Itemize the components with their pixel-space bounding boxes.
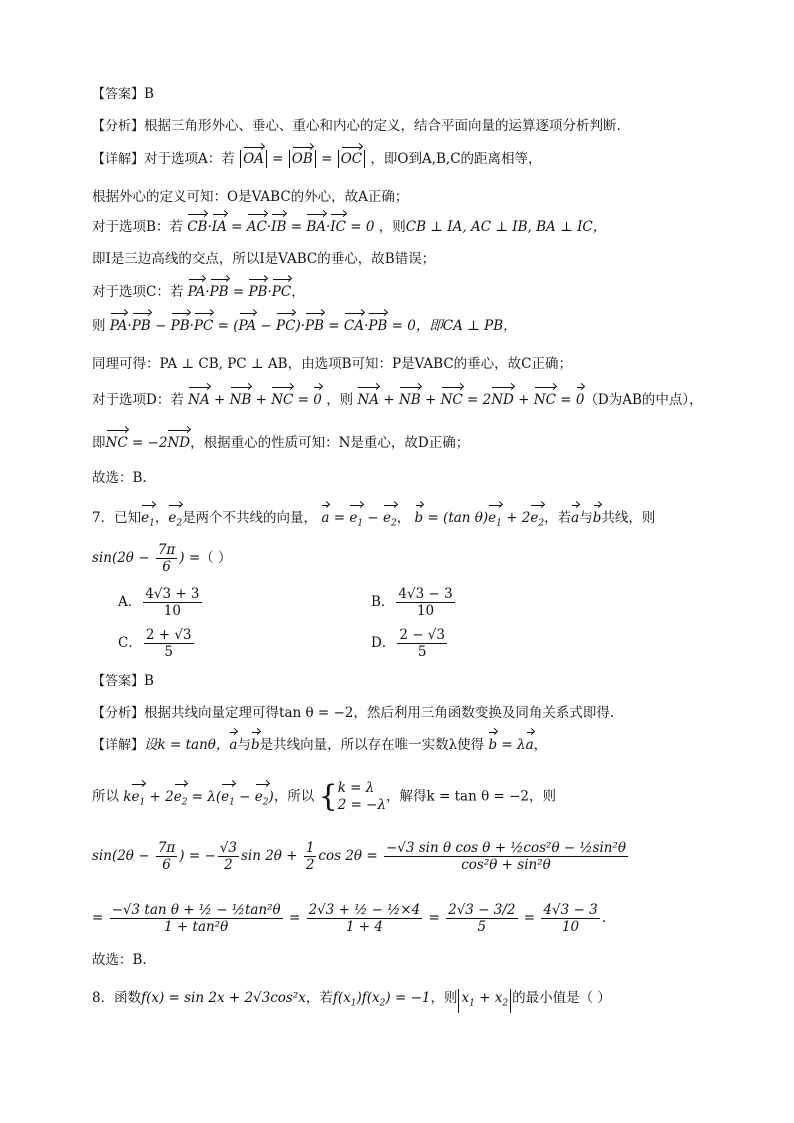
- q6-detail-line-9: 即NC = −2ND，根据重心的性质可知：N是重心，故D正确；: [92, 435, 470, 451]
- collinear-relation: b = λa: [488, 737, 534, 753]
- q7-pick: 故选：B.: [92, 952, 147, 968]
- equal-magnitudes-formula: OA = OB = OC: [239, 151, 366, 167]
- q7-answer-line: 【答案】B: [92, 673, 154, 689]
- q7-option-d[interactable]: D． $\frac{2 - √3}{5}$: [371, 627, 446, 660]
- product-condition: $f(x_1)f(x_2) = -1$: [332, 990, 431, 1009]
- q6-detail-line-3: 对于选项B：若 CB·IA = AC·IB = BA·IC = 0 ，则CB ⊥ IA, AC ⊥ IB, BA ⊥ IC，: [92, 219, 607, 235]
- q6-detail-line-7: 同理可得：PA ⊥ CB, PC ⊥ AB，由选项B可知：P是VABC的垂心，故C正确；: [92, 356, 572, 372]
- q6-detail-line-4: 即I是三边高线的交点，所以I是VABC的垂心，故B错误；: [92, 251, 436, 267]
- q7-detail-line-2: 所以 $ke_1 + 2e_2 = \lambda(e_1 - e_2)$，所以 { k = λ 2 = −λ ，解得k = tan θ = −2，则: [92, 779, 557, 814]
- expansion-step-2: = $\frac{\text{−√3 tan θ + ½ − ½tan²θ}}{\text{1 + tan²θ}}$ = $\frac{\text{2√3 + ½ − ½×4}}{1 + 4}$ = $\frac{2√3 - 3/2}{5}$ = $\frac{4√3 - 3}{10}$ .: [92, 902, 606, 935]
- q6-analysis-line: [92, 116, 621, 137]
- function-def: f(x) = sin 2x + 2√3cos²x: [141, 990, 306, 1006]
- q7-option-a[interactable]: A． $\frac{4√3 + 3}{10}$: [118, 586, 200, 619]
- option-c-condition: PA·PB = PB·PC: [187, 284, 292, 300]
- q6-analysis: 根据三角形外心、垂心、重心和内心的定义，结合平面向量的运算逐项分析判断.: [144, 118, 621, 134]
- q6-detail-line-2: 根据外心的定义可知：O是VABC的外心，故A正确；: [92, 189, 409, 205]
- q7-stem-line-1: 7．已知$e_1$，$e_2$是两个不共线的向量， $a = e_1 - e_2$， b = (tan $\theta)e_1 + 2e_2$，若a与b共线，则: [92, 508, 655, 534]
- q6-detail-line-8: 对于选项D：若 NA + NB + NC = 0 ，则 NA + NB + NC = 2ND + NC = 0（D为AB的中点），: [92, 392, 703, 408]
- q6-answer-line: [92, 84, 154, 105]
- analysis-label: 【分析】: [92, 119, 145, 134]
- option-c-derivation: PA·PB − PB·PC = (PA − PC)·PB = CA·PB = 0: [109, 318, 416, 334]
- q6-answer: B: [144, 86, 154, 102]
- q7-answer: B: [144, 673, 154, 689]
- answer-label: 【答案】: [92, 87, 145, 102]
- dot-products-formula: CB·IA = AC·IB = BA·IC = 0: [187, 219, 375, 235]
- q7-option-c[interactable]: C． $\frac{2 + √3}{5}$: [118, 627, 192, 660]
- abs-sum: $x_1 + x_2$: [458, 989, 511, 1013]
- q6-detail-line-5: 对于选项C：若 PA·PB = PB·PC，: [92, 284, 305, 300]
- q7-detail-line-1: 【详解】设k = tanθ，a与b是共线向量，所以存在唯一实数λ使得 b = λa，: [92, 737, 548, 753]
- option-d-derivation: NA + NB + NC = 2ND + NC = 0: [357, 392, 585, 408]
- q6-detail-line-1: 【详解】对于选项A：若 OA = OB = OC ，即O到A,B,C的距离相等，: [92, 151, 542, 167]
- vector-a-def: $a = e_1 - e_2$: [321, 510, 396, 526]
- q6-detail-line-6: 则 PA·PB − PB·PC = (PA − PC)·PB = CA·PB = 0，即CA ⊥ PB，: [92, 318, 517, 334]
- vector-b-def: b = (tan $\theta)e_1 + 2e_2$: [415, 510, 545, 526]
- q7-detail-line-4: [92, 902, 606, 935]
- equation-system: k = λ 2 = −λ: [337, 780, 387, 813]
- q7-stem-line-2: sin(2θ − $\frac{7\pi}{6}$ ) =（ ）: [92, 542, 232, 575]
- q6-pick: 故选：B.: [92, 470, 147, 486]
- option-d-condition: NA + NB + NC = 0: [188, 392, 322, 408]
- q7-analysis: 根据共线向量定理可得tan θ = −2，然后利用三角函数变换及同角关系式即得.: [144, 705, 615, 721]
- expansion-step-1: sin(2θ − $\frac{7\pi}{6}$ ) = − $\frac{√3}{2}$ sin 2θ + $\frac{1}{2}$ cos 2θ = $\frac{\text{−√3 sin θ cos θ + ½cos²θ − ½sin²θ}}{\text{cos²θ + sin²θ}}$: [92, 840, 627, 873]
- q7-target-expr: sin(2θ − $\frac{7\pi}{6}$ ) =: [92, 542, 201, 575]
- option-d-result: NC = −2ND: [105, 435, 191, 451]
- vector-equation: $ke_1 + 2e_2 = \lambda(e_1 - e_2)$: [123, 789, 274, 805]
- q7-analysis-line: 【分析】根据共线向量定理可得tan θ = −2，然后利用三角函数变换及同角关系式即得.: [92, 705, 615, 721]
- q7-option-b[interactable]: B． $\frac{4√3 - 3}{10}$: [371, 586, 453, 619]
- detail-label: 【详解】: [92, 152, 145, 167]
- q8-stem: 8．函数f(x) = sin 2x + 2√3cos²x，若$f(x_1)f(x_2) = -1$，则 $x_1 + x_2$ 的最小值是（ ）: [92, 988, 611, 1014]
- q7-detail-line-3: [92, 840, 630, 873]
